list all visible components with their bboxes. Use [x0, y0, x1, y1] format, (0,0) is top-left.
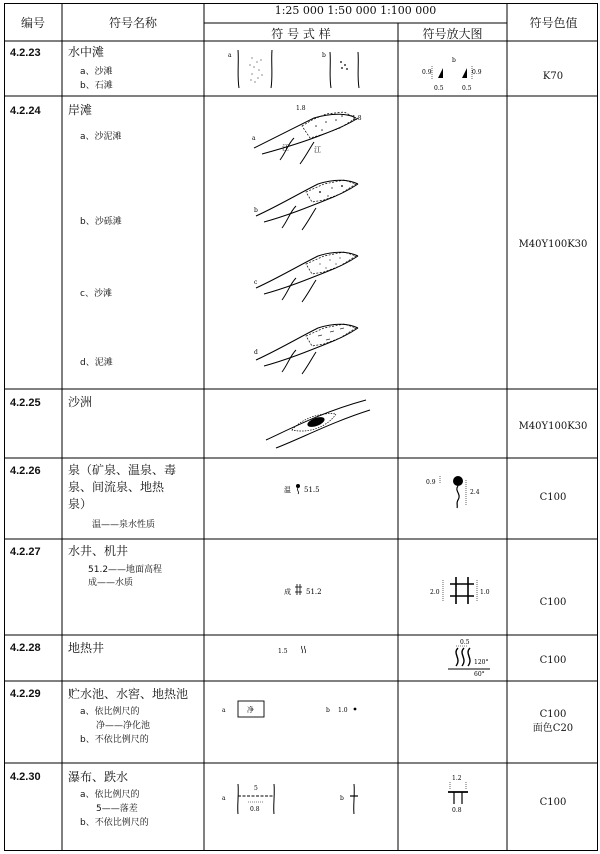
header-style: 符 号 式 样: [271, 27, 331, 41]
svg-text:1.8: 1.8: [352, 115, 362, 122]
sym-label-a: a: [252, 135, 256, 142]
row-code: 4.2.26: [10, 465, 41, 477]
svg-text:2.4: 2.4: [470, 489, 480, 496]
row-code: 4.2.28: [10, 642, 41, 654]
header-color: 符号色值: [529, 16, 578, 30]
row-color-value: K70: [542, 71, 564, 82]
sym-label-d: d: [254, 349, 258, 356]
row-color-value: M40Y100K30: [518, 239, 588, 250]
row-sub-item: a、依比例尺的: [80, 790, 140, 800]
svg-text:51.2: 51.2: [306, 588, 322, 596]
row-color-value: C100: [539, 492, 567, 503]
sym-label-a: a: [222, 707, 226, 714]
row-color-value: C100: [539, 797, 567, 808]
svg-text:江: 江: [282, 144, 289, 152]
water-shoal-symbol: [228, 48, 368, 90]
bank-shoal-symbols: [244, 98, 384, 388]
header-enlarged: 符号放大图: [422, 27, 483, 41]
sym-label-a: a: [222, 795, 226, 802]
svg-text:1.5: 1.5: [278, 648, 288, 655]
row-sub-item: b、沙砾滩: [80, 217, 122, 227]
svg-text:0.5: 0.5: [460, 639, 470, 646]
sym-label-b: b: [254, 207, 258, 214]
row-sub-item: 5——落差: [96, 804, 138, 814]
svg-text:60°: 60°: [474, 671, 485, 678]
row-name: 水井、机井: [68, 544, 129, 558]
big-dim: 0.9: [422, 69, 432, 76]
spring-symbol: [284, 480, 364, 500]
row-sub-item: b、不依比例尺的: [80, 735, 149, 745]
row-sub-item: c、沙滩: [80, 289, 112, 299]
row-code: 4.2.24: [10, 105, 41, 117]
svg-text:1.0: 1.0: [480, 589, 490, 596]
well-symbol: [284, 582, 364, 600]
sym-label-b: b: [340, 795, 344, 802]
svg-text:1.0: 1.0: [338, 707, 348, 714]
big-dim: 0.5: [462, 85, 472, 92]
waterfall-symbol: [222, 780, 382, 820]
big-label-b: b: [452, 57, 456, 64]
row-color-value: C100: [539, 655, 567, 666]
row-code: 4.2.27: [10, 546, 41, 558]
row-code: 4.2.30: [10, 771, 41, 783]
sym-label-c: c: [254, 279, 258, 286]
svg-text:0.9: 0.9: [426, 479, 436, 486]
row-sub-item: 成——水质: [88, 578, 134, 588]
row-name: 瀑布、跌水: [68, 770, 129, 784]
header-scales: 1:25 000 1:50 000 1:100 000: [274, 4, 437, 17]
row-code: 4.2.29: [10, 688, 41, 700]
spring-enlarged: [426, 470, 496, 510]
svg-text:1.8: 1.8: [296, 105, 306, 112]
row-color-value: M40Y100K30: [518, 421, 588, 432]
geothermal-well-enlarged: [434, 636, 504, 678]
row-code: 4.2.25: [10, 397, 41, 409]
svg-text:2.0: 2.0: [430, 589, 440, 596]
row-sub-item: b、石滩: [80, 81, 113, 91]
row-name: 沙洲: [68, 395, 93, 409]
row-sub-item: b、不依比例尺的: [80, 818, 149, 828]
row-color-value: C100: [539, 709, 567, 720]
row-name-line: 泉（矿泉、温泉、毒: [68, 463, 177, 477]
geothermal-well-symbol: [278, 643, 328, 657]
row-name: 贮水池、水窖、地热池: [68, 687, 189, 701]
row-color-value: C100: [539, 597, 567, 608]
row-sub-item: a、沙滩: [80, 67, 113, 77]
well-enlarged: [430, 572, 500, 606]
sym-label-b: b: [326, 707, 330, 714]
big-dim: 0.9: [472, 69, 482, 76]
reservoir-symbol: [222, 698, 382, 722]
row-name: 地热井: [68, 641, 105, 655]
header-code: 编号: [20, 16, 45, 30]
waterfall-enlarged: [438, 772, 488, 816]
sandbar-symbol: [262, 394, 372, 452]
water-shoal-enlarged: [422, 54, 492, 92]
row-code: 4.2.23: [10, 47, 41, 59]
svg-text:温: 温: [284, 486, 291, 494]
svg-text:0.8: 0.8: [250, 806, 260, 813]
row-color-fill: 面色C20: [532, 723, 574, 734]
row-sub-item: a、沙泥滩: [80, 132, 122, 142]
row-name: 水中滩: [68, 45, 105, 59]
row-sub-item: a、依比例尺的: [80, 707, 140, 717]
svg-text:120°: 120°: [474, 659, 489, 666]
svg-text:江: 江: [314, 146, 321, 154]
svg-text:0.8: 0.8: [452, 807, 462, 814]
row-sub-item: 温——泉水性质: [92, 520, 156, 530]
row-sub-item: 51.2——地面高程: [88, 565, 163, 575]
svg-text:51.5: 51.5: [304, 486, 320, 494]
row-name-line: 泉）: [68, 497, 93, 511]
sym-label-b: b: [322, 52, 326, 59]
row-sub-item: 净——净化池: [96, 721, 151, 731]
svg-text:5: 5: [254, 785, 258, 792]
big-dim: 0.5: [434, 85, 444, 92]
row-sub-item: d、泥滩: [80, 358, 113, 368]
header-name: 符号名称: [108, 16, 157, 30]
sym-label-a: a: [228, 52, 232, 59]
svg-text:净: 净: [247, 706, 254, 714]
row-name-line: 泉、间流泉、地热: [68, 480, 165, 494]
svg-text:1.2: 1.2: [452, 775, 462, 782]
row-name: 岸滩: [68, 103, 93, 117]
svg-text:成: 成: [284, 588, 291, 596]
